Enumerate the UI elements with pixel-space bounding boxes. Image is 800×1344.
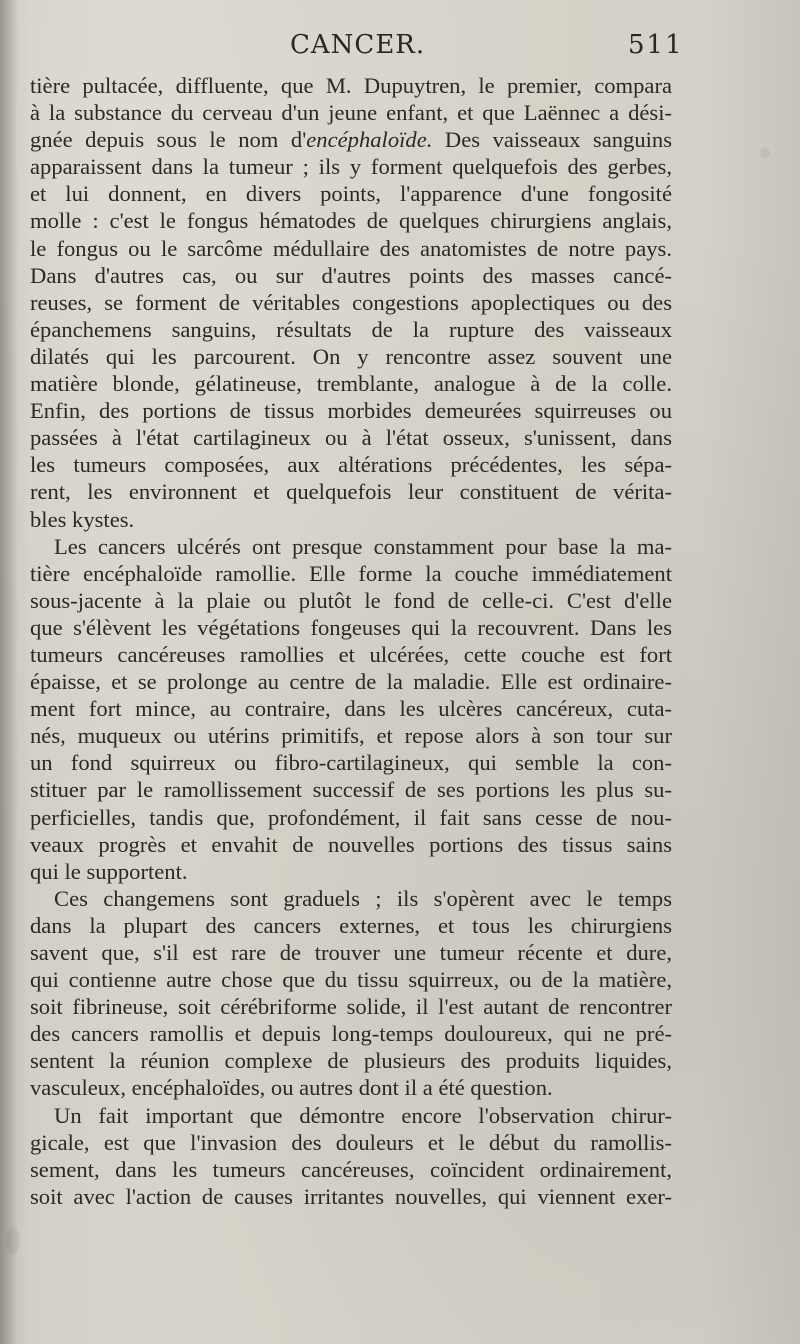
text-line: Dans d'autres cas, ou sur d'autres points des masses cancé- [30,262,672,288]
text-line: le fongus ou le sarcôme médullaire des anatomistes de notre pays. [30,235,672,261]
running-head: CANCER. [290,30,426,60]
text-line: Un fait important que démontre encore l'observation chirur- [54,1102,672,1128]
text-line: rent, les environnent et quelquefois leur constituent de vérita- [30,479,672,505]
text-run: gnée depuis sous le nom d' [30,127,307,153]
text-line: que s'élèvent les végétations fongeuses qui la recouvrent. Dans les [30,614,672,640]
text-line: Les cancers ulcérés ont presque constamment pour base la ma- [54,533,672,559]
text-line: à la substance du cerveau d'un jeune enfant, et que Laënnec a dési- [30,100,672,126]
text-line: épaisse, et se prolonge au centre de la maladie. Elle est ordinaire- [30,669,672,695]
text-line: sentent la réunion complexe de plusieurs des produits liquides, [30,1048,672,1074]
text-line: passées à l'état cartilagineux ou à l'état osseux, s'unissent, dans [30,425,672,451]
text-line: ment fort mince, au contraire, dans les ulcères cancéreux, cuta- [30,696,672,722]
text-line: bles kystes. [30,506,135,532]
text-line: sous-jacente à la plaie ou plutôt le fond de celle-ci. C'est d'elle [30,587,672,613]
text-line: dans la plupart des cancers externes, et tous les chirurgiens [30,912,672,938]
binding-gutter-shadow [0,0,18,1344]
text-line: tumeurs cancéreuses ramollies et ulcérées, cette couche est fort [30,641,672,667]
text-line: les tumeurs composées, aux altérations précédentes, les sépa- [30,452,672,478]
text-line: Enfin, des portions de tissus morbides demeurées squirreuses ou [30,398,672,424]
text-line: perficielles, tandis que, profondément, il fait sans cesse de nou- [30,804,672,830]
text-line: et lui donnent, en divers points, l'apparence d'une fongosité [30,181,672,207]
page-header [24,30,724,66]
text-line: apparaissent dans la tumeur ; ils y forment quelquefois des gerbes, [30,154,672,180]
text-line: nés, muqueux ou utérins primitifs, et repose alors à son tour sur [30,723,672,749]
text-line [30,126,672,153]
text-line: tière pultacée, diffluente, que M. Dupuytren, le premier, compara [30,73,672,98]
text-line: qui contienne autre chose que du tissu squirreux, ou de la matière, [30,967,672,993]
text-line: épanchemens sanguins, résultats de la rupture des vaisseaux [30,316,672,342]
body-text [30,72,672,1210]
text-line: des cancers ramollis et depuis long-temps douloureux, qui ne pré- [30,1021,672,1047]
text-line: vasculeux, encéphaloïdes, ou autres dont il a été question. [30,1075,553,1101]
paper-stain [760,148,770,158]
text-line: soit avec l'action de causes irritantes nouvelles, qui viennent exer- [30,1183,672,1209]
text-line: veaux progrès et envahit de nouvelles portions des tissus sains [30,831,672,857]
text-line: qui le supportent. [30,858,188,884]
text-line: reuses, se forment de véritables congestions apoplectiques ou des [30,289,672,315]
text-line: molle : c'est le fongus hématodes de quelques chirurgiens anglais, [30,208,672,234]
text-line: dilatés qui les parcourent. On y rencontre assez souvent une [30,343,672,369]
text-line: sement, dans les tumeurs cancéreuses, coïncident ordinairement, [30,1156,672,1182]
text-line: tière encéphaloïde ramollie. Elle forme la couche immédiatement [30,560,672,586]
text-run: Des vaisseaux sanguins [432,127,672,153]
text-line: stituer par le ramollissement successif de ses portions les plus su- [30,777,672,803]
italic-term: encéphaloïde. [306,127,433,153]
text-line: Ces changemens sont graduels ; ils s'opèrent avec le temps [54,885,672,911]
paper-stain [6,1228,20,1254]
text-line: un fond squirreux ou fibro-cartilagineux, qui semble la con- [30,750,672,776]
page-number: 511 [628,30,684,60]
text-line: soit fibrineuse, soit cérébriforme solide, il l'est autant de rencontrer [30,994,672,1020]
text-line: matière blonde, gélatineuse, tremblante, analogue à de la colle. [30,371,672,397]
text-line: gicale, est que l'invasion des douleurs et le début du ramollis- [30,1129,672,1155]
text-line: savent que, s'il est rare de trouver une tumeur récente et dure, [30,940,672,965]
